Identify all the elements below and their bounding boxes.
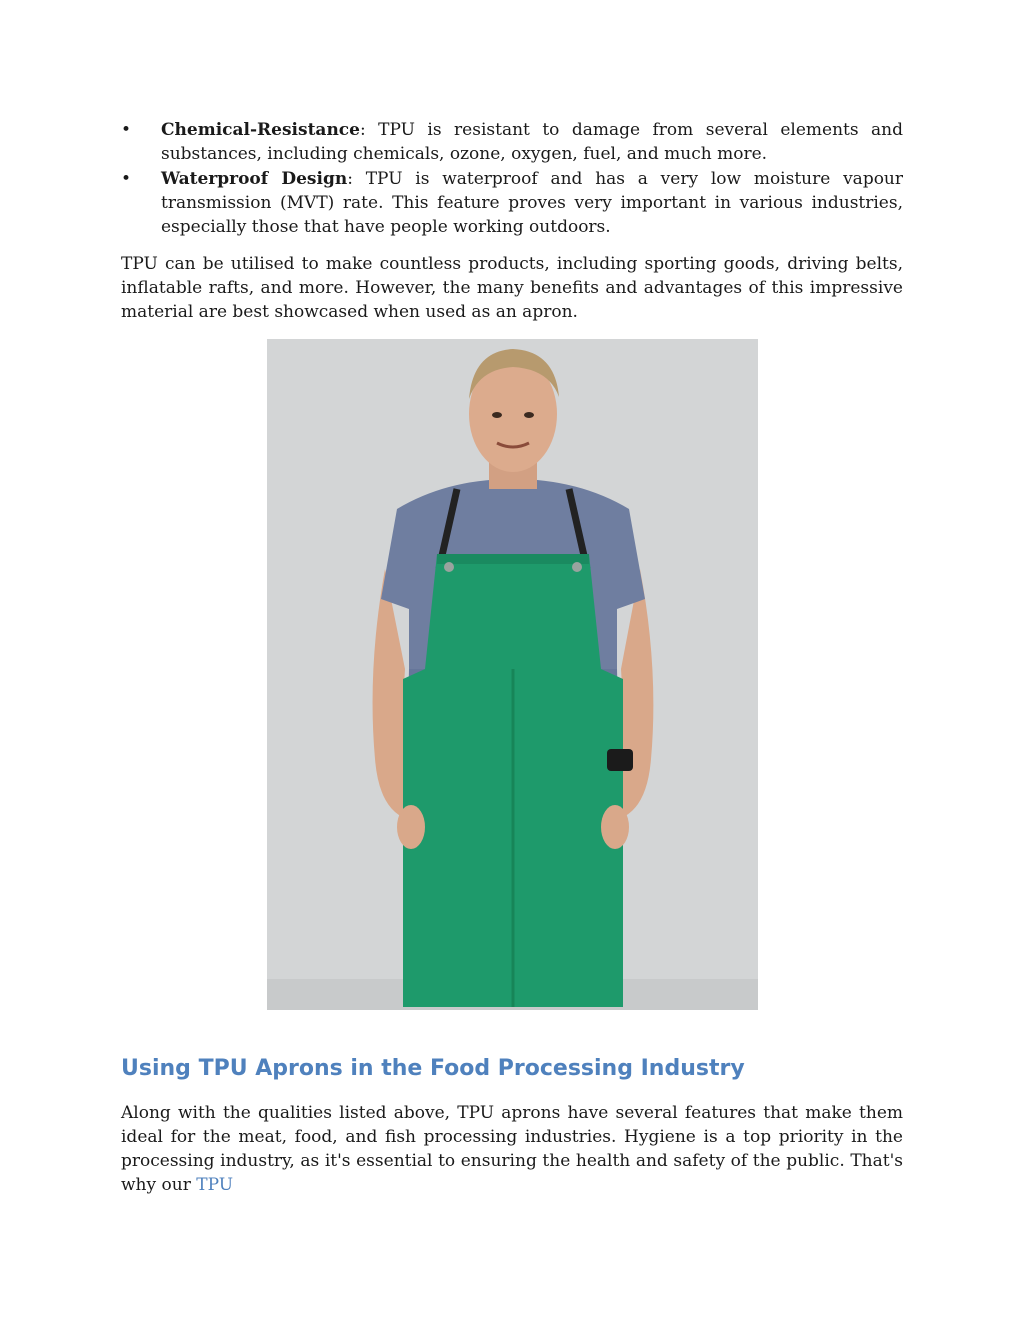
bullet-term: Waterproof Design <box>161 169 348 189</box>
intro-paragraph: TPU can be utilised to make countless products, including sporting goods, driving belts, inflatable rafts, and more. However, the many benefits and advantages of this impressive material are best showcased when used as an apron. <box>121 254 903 322</box>
feature-list <box>121 118 903 239</box>
tpu-link[interactable]: TPU <box>196 1175 234 1195</box>
bullet-icon: • <box>121 120 132 140</box>
bullet-term: Chemical-Resistance <box>161 120 360 140</box>
section-paragraph-text: Along with the qualities listed above, TPU aprons have several features that make them ideal for the meat, food, and fish processing industries. Hygiene is a top priority in the processing industry, as it's essential to ensuring the health and safety of the public. That's why our <box>121 1103 903 1195</box>
section-heading: Using TPU Aprons in the Food Processing Industry <box>121 1056 745 1081</box>
apron-photo <box>267 339 758 1010</box>
list-item <box>121 167 903 239</box>
bullet-text: : TPU is resistant to damage from several elements and substances, including chemicals, ozone, oxygen, fuel, and much more. <box>161 120 903 164</box>
document-page <box>121 118 903 1197</box>
list-item <box>121 118 903 166</box>
section-paragraph <box>121 1101 903 1197</box>
bullet-text: : TPU is waterproof and has a very low moisture vapour transmission (MVT) rate. This feature proves very important in various industries, especially those that have people working outdoors. <box>161 169 904 237</box>
bullet-icon: • <box>121 169 132 189</box>
man-wearing-apron-illustration <box>267 339 758 1010</box>
